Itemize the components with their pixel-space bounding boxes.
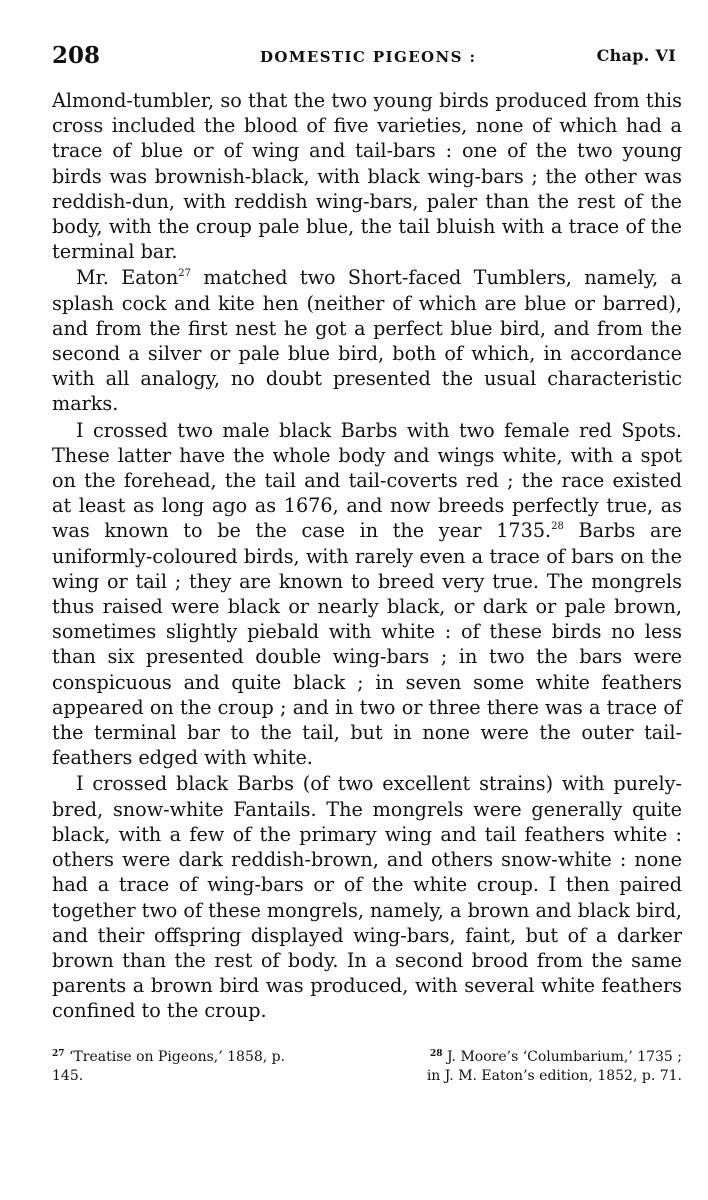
chapter-label: Chap. VI — [596, 46, 676, 65]
paragraph — [52, 771, 682, 1023]
running-title: DOMESTIC PIGEONS : — [260, 48, 477, 66]
paragraph — [52, 418, 682, 771]
paragraph-text: I crossed two male black Barbs with two female red Spots. These latter have the whole body and wings white, with a spot on the forehead, the tail and tail-coverts red ; the race existed at least as long ago as 1676, and now breeds perfectly true, as was known to be the case in the year 1735. — [52, 418, 682, 543]
paragraph-text: I crossed black Barbs (of two excellent strains) with purely-bred, snow-white Fantails. The mongrels were generally quite black, with a few of the primary wing and tail feathers white : others were dark reddish-brown, and others snow-white : none had a trace of wing-bars or of the white croup. I then paired together two of these mongrels, namely, a brown and black bird, and their offspring displayed wing-bars, faint, but of a darker brown than the rest of body. In a second brood from the same parents a brown bird was produced, with several white feathers confined to the croup. — [52, 772, 682, 1023]
running-head — [52, 38, 682, 74]
footnote-marker: 28 — [430, 1048, 443, 1059]
footnote-marker: 27 — [52, 1048, 65, 1059]
footnote — [382, 1048, 682, 1086]
footnote-reference[interactable]: 28 — [551, 521, 564, 533]
paragraph — [52, 88, 682, 264]
footnote-text: J. Moore’s ‘Columbarium,’ 1735 ; — [442, 1048, 682, 1065]
footnotes — [52, 1048, 682, 1108]
footnote-text: ‘Treatise on Pigeons,’ 1858, p. — [64, 1048, 286, 1065]
paragraph-text: matched two Short-faced Tumblers, namely, a splash cock and kite hen (neither of which are blue or barred), and from the first nest he got a perfect blue bird, and from the second a silver or pale blue bird, both of which, in accordance with all analogy, no doubt presented the usual characteristic marks. — [52, 266, 682, 416]
footnote-line — [382, 1048, 682, 1067]
book-page — [52, 38, 682, 1108]
body-text — [52, 88, 682, 1024]
paragraph — [52, 265, 682, 416]
paragraph-text: Barbs are uniformly-coloured birds, with rarely even a trace of bars on the wing or tail ; they are known to breed very true. The mongrels thus raised were black or nearly black, or dark or pale brown, sometimes slightly piebald with white : of these birds no less than six presented double wing-bars ; in two the bars were conspicuous and quite black ; in seven some white feathers appeared on the croup ; and in two or three there was a trace of the terminal bar to the tail, but in none were the outer tail-feathers edged with white. — [52, 519, 682, 770]
footnote-line: in J. M. Eaton’s edition, 1852, p. 71. — [426, 1067, 682, 1084]
footnote-reference[interactable]: 27 — [178, 268, 191, 280]
footnote-line — [52, 1048, 362, 1067]
page-number: 208 — [52, 42, 101, 69]
paragraph-text: Almond-tumbler, so that the two young birds produced from this cross included the blood of five varieties, none of which had a trace of blue or of wing and tail-bars : one of the two young birds was brownish-black, with black wing-bars ; the other was reddish-dun, with reddish wing-bars, paler than the rest of the body, with the croup pale blue, the tail bluish with a trace of the terminal bar. — [52, 89, 682, 264]
paragraph-text: Mr. Eaton — [76, 266, 179, 290]
footnote — [52, 1048, 362, 1086]
footnote-line: 145. — [52, 1067, 84, 1084]
